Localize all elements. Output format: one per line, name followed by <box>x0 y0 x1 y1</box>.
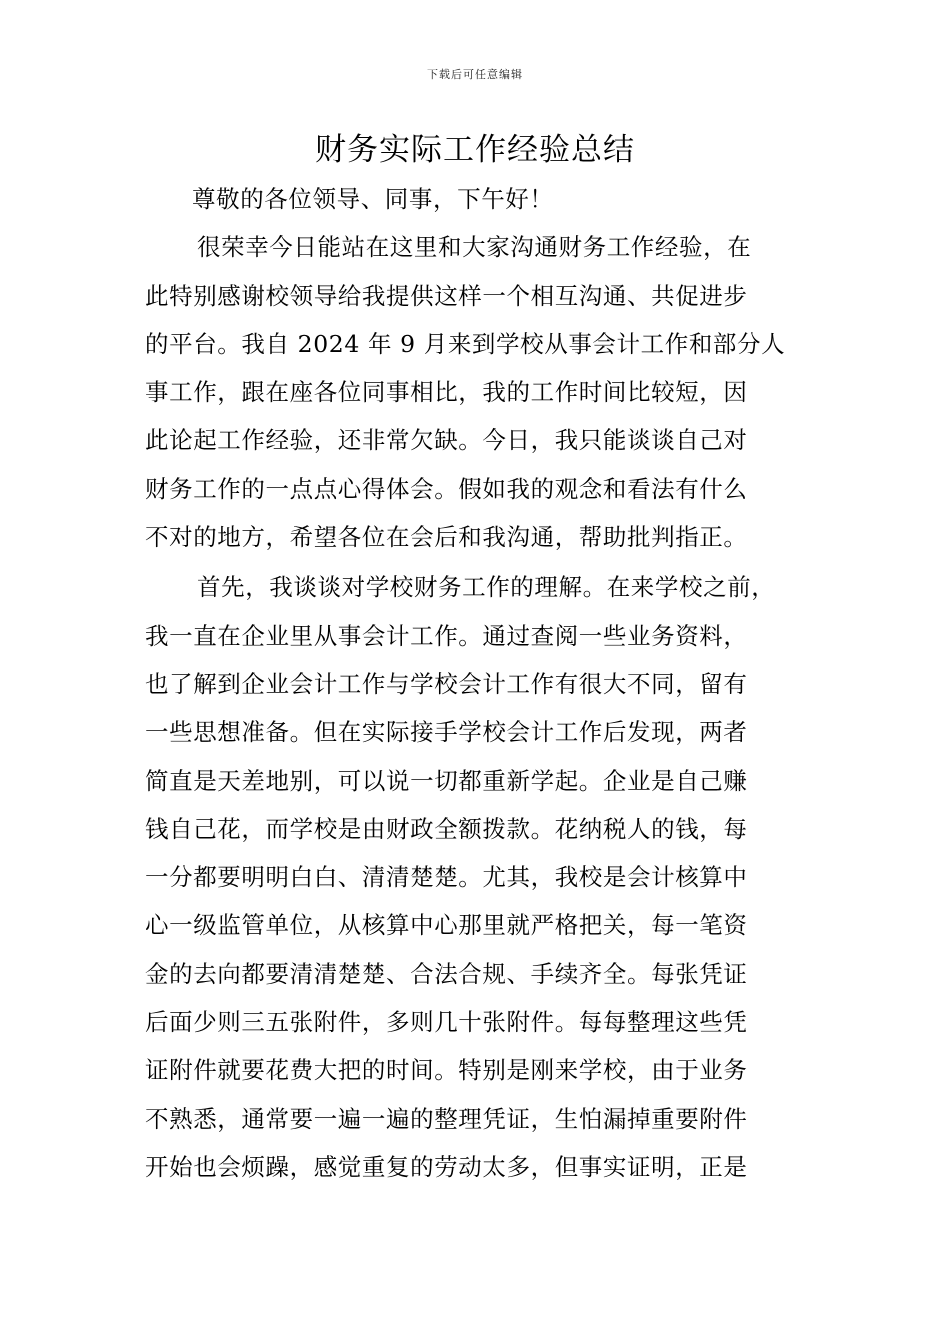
paragraph-line: 钱自己花，而学校是由财政全额拨款。花纳税人的钱，每 <box>145 814 748 843</box>
paragraph-line: 我一直在企业里从事会计工作。通过查阅一些业务资料， <box>145 621 748 650</box>
document-body <box>145 175 810 1191</box>
paragraph-line: 开始也会烦躁，感觉重复的劳动太多，但事实证明，正是 <box>145 1152 748 1181</box>
paragraph-line: 后面少则三五张附件，多则几十张附件。每每整理这些凭 <box>145 1008 748 1037</box>
paragraph-line: 此论起工作经验，还非常欠缺。今日，我只能谈谈自己对 <box>145 426 748 455</box>
paragraph-line: 很荣幸今日能站在这里和大家沟通财务工作经验，在 <box>197 233 752 262</box>
paragraph-line: 一些思想准备。但在实际接手学校会计工作后发现，两者 <box>145 718 748 747</box>
paragraph-line: 不熟悉，通常要一遍一遍的整理凭证，生怕漏掉重要附件 <box>145 1104 748 1133</box>
paragraph-line: 的平台。我自 2024 年 9 月来到学校从事会计工作和部分人 <box>145 329 786 358</box>
paragraph-line: 心一级监管单位，从核算中心那里就严格把关，每一笔资 <box>145 911 748 940</box>
paragraph-line: 一分都要明明白白、清清楚楚。尤其，我校是会计核算中 <box>145 863 748 892</box>
paragraph-line: 也了解到企业会计工作与学校会计工作有很大不同，留有 <box>145 669 748 698</box>
paragraph-line: 此特别感谢校领导给我提供这样一个相互沟通、共促进步 <box>145 281 748 310</box>
paragraph-line: 证附件就要花费大把的时间。特别是刚来学校，由于业务 <box>145 1056 748 1085</box>
document-title: 财务实际工作经验总结 <box>315 132 635 168</box>
greeting-line: 尊敬的各位领导、同事，下午好！ <box>192 185 554 213</box>
paragraph-line: 首先，我谈谈对学校财务工作的理解。在来学校之前， <box>197 573 776 602</box>
paragraph-line: 财务工作的一点点心得体会。假如我的观念和看法有什么 <box>145 474 748 503</box>
header-note: 下载后可任意编辑 <box>427 68 523 81</box>
paragraph-line: 事工作，跟在座各位同事相比，我的工作时间比较短，因 <box>145 378 748 407</box>
paragraph-line: 简直是天差地别，可以说一切都重新学起。企业是自己赚 <box>145 766 748 795</box>
paragraph-line: 不对的地方，希望各位在会后和我沟通，帮助批判指正。 <box>145 523 748 552</box>
paragraph-line: 金的去向都要清清楚楚、合法合规、手续齐全。每张凭证 <box>145 959 748 988</box>
